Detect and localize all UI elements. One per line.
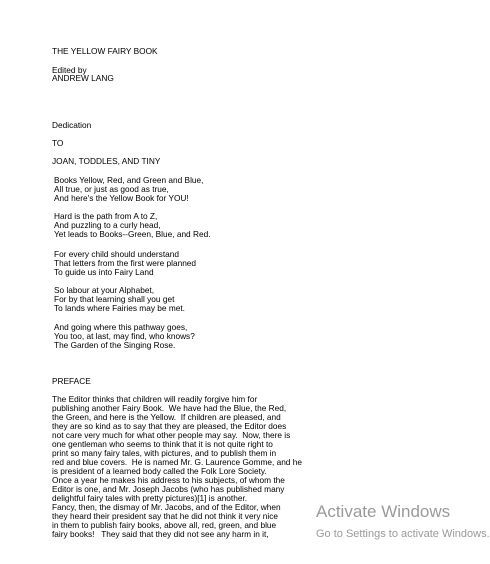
preface-line: Editor is one, and Mr. Joseph Jacobs (who has published many [52,484,285,494]
poem-line: For by that learning shall you get [54,294,175,304]
poem-line: Books Yellow, Red, and Green and Blue, [54,175,204,185]
editor-name: ANDREW LANG [52,73,114,83]
preface-line: the Green, and here is the Yellow. If children are pleased, and [52,412,281,422]
poem-line: And puzzling to a curly head, [54,220,161,230]
poem-line: To lands where Fairies may be met. [54,303,185,313]
preface-line: The Editor thinks that children will readily forgive him for [52,394,258,404]
poem-line: To guide us into Fairy Land [54,267,154,277]
poem-line: And here's the Yellow Book for YOU! [54,193,189,203]
poem-line: Yet leads to Books--Green, Blue, and Red. [54,229,211,239]
preface-line: delightful fairy tales with pretty pictures)[1] is another. [52,493,248,503]
preface-line: Fancy, then, the dismay of Mr. Jacobs, and of the Editor, when [52,502,281,512]
preface-line: is president of a learned body called the Folk Lore Society. [52,466,267,476]
poem-line: That letters from the first were planned [54,258,197,268]
poem-line: And going where this pathway goes, [54,322,188,332]
dedicatees: JOAN, TODDLES, AND TINY [52,156,161,166]
activate-windows-title: Activate Windows [316,502,451,521]
book-title: THE YELLOW FAIRY BOOK [52,46,158,56]
preface-line: print so many fairy tales, with pictures, and to publish them in [52,448,277,458]
preface-line: Once a year he makes his address to his subjects, of whom the [52,475,285,485]
preface-heading: PREFACE [52,376,91,386]
poem-line: For every child should understand [54,249,179,259]
dedication-to: TO [52,138,64,148]
preface-line: not care very much for what other people may say. Now, there is [52,430,291,440]
preface-line: in them to publish fairy books, above all, red, green, and blue [52,520,277,530]
preface-line: one gentleman who seems to think that it is not quite right to [52,439,273,449]
activate-windows-subtitle: Go to Settings to activate Windows. [316,528,490,540]
poem-line: The Garden of the Singing Rose. [54,340,176,350]
preface-line: publishing another Fairy Book. We have had the Blue, the Red, [52,403,287,413]
preface-line: they are so kind as to say that they are pleased, the Editor does [52,421,287,431]
poem-line: All true, or just as good as true, [54,184,169,194]
edited-by-label: Edited by [52,65,87,75]
poem-line: So labour at your Alphabet, [54,285,155,295]
preface-line: they heard their president say that he did not think it very nice [52,511,278,521]
poem-line: Hard is the path from A to Z, [54,211,158,221]
preface-line: red and blue covers. He is named Mr. G. Laurence Gomme, and he [52,457,302,467]
poem-line: You too, at last, may find, who knows? [54,331,195,341]
dedication-heading: Dedication [52,120,92,130]
preface-line: fairy books! They said that they did not see any harm in it, [52,529,269,539]
